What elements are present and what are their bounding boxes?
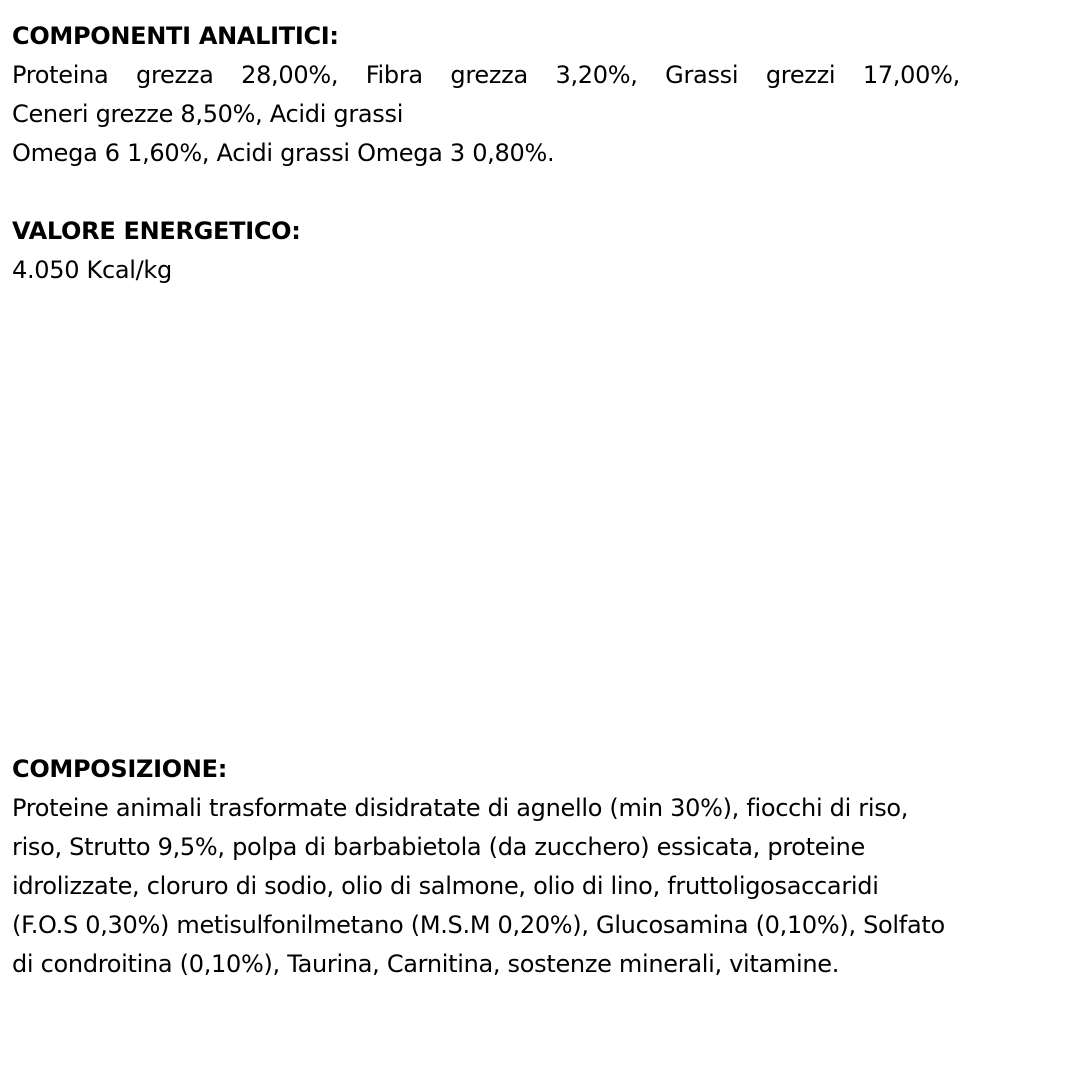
analytical-components-heading: COMPONENTI ANALITICI: [12, 22, 339, 50]
composition-line-4: (F.O.S 0,30%) metisulfonilmetano (M.S.M 0,20%), Glucosamina (0,10%), Solfato [12, 911, 945, 939]
energy-value-heading: VALORE ENERGETICO: [12, 217, 301, 245]
word: grezzi [765, 61, 836, 89]
word: Fibra [365, 61, 423, 89]
analytical-components-line-3: Omega 6 1,60%, Acidi grassi Omega 3 0,80%. [12, 139, 555, 167]
word: 17,00%, [862, 61, 960, 89]
composition-line-2: riso, Strutto 9,5%, polpa di barbabietola (da zucchero) essicata, proteine [12, 833, 865, 861]
analytical-components-line-2: Ceneri grezze 8,50%, Acidi grassi [12, 100, 404, 128]
word: 28,00%, [241, 61, 339, 89]
energy-value-text: 4.050 Kcal/kg [12, 256, 172, 284]
word: Proteina [12, 61, 109, 89]
word: grezza [450, 61, 528, 89]
energy-value-section [12, 212, 1068, 290]
analytical-components-line-1 [12, 56, 960, 95]
composition-line-1: Proteine animali trasformate disidratate di agnello (min 30%), fiocchi di riso, [12, 794, 909, 822]
composition-section [12, 750, 1068, 984]
analytical-components-section [12, 17, 1068, 173]
composition-line-5: di condroitina (0,10%), Taurina, Carnitina, sostenze minerali, vitamine. [12, 950, 840, 978]
word: Grassi [665, 61, 739, 89]
composition-heading: COMPOSIZIONE: [12, 755, 228, 783]
word: grezza [136, 61, 214, 89]
composition-line-3: idrolizzate, cloruro di sodio, olio di salmone, olio di lino, fruttoligosaccaridi [12, 872, 879, 900]
word: 3,20%, [555, 61, 638, 89]
